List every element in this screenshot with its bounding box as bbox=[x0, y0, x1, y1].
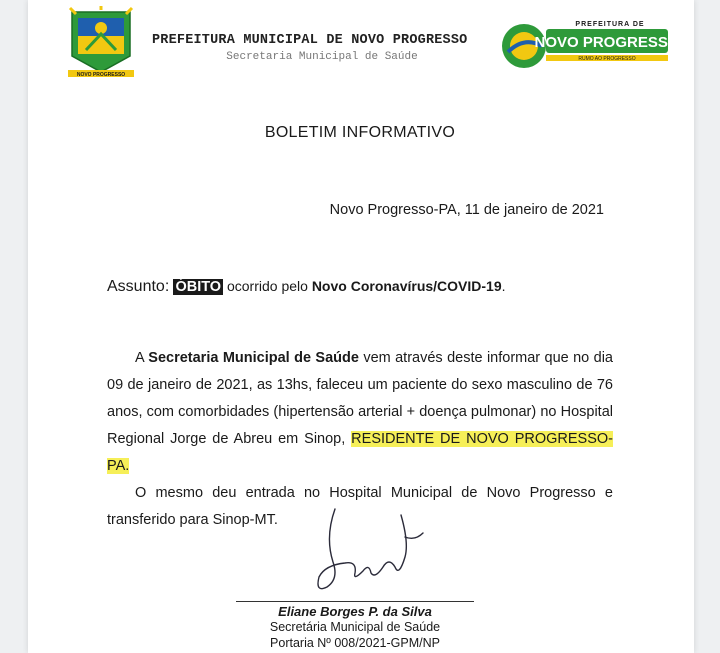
subject-line bbox=[107, 278, 506, 296]
svg-text:NOVO PROGRESSO: NOVO PROGRESSO bbox=[76, 72, 126, 78]
subject-topic: Novo Coronavírus/COVID-19 bbox=[311, 278, 502, 294]
subject-highlight: ÓBITO bbox=[175, 279, 222, 295]
svg-text:RUMO AO PROGRESSO: RUMO AO PROGRESSO bbox=[578, 56, 636, 62]
signer-portaria: Portaria Nº 008/2021-GPM/NP bbox=[270, 636, 440, 650]
p1-bold: Secretaria Municipal de Saúde bbox=[148, 350, 359, 366]
svg-text:NOVO PROGRESSO: NOVO PROGRESSO bbox=[534, 34, 670, 51]
p1-text: vem através deste informar que no dia 09 de janeiro de 2021, as 13hs, faleceu um paciente do sexo masculino de 76 anos, com comorbidades (hipertensão arterial + doença pulmonar) no Hospital Regional Jorge de Abreu em Sinop, bbox=[107, 350, 613, 447]
paragraph-1 bbox=[107, 345, 613, 480]
org-department: Secretaria Municipal de Saúde bbox=[226, 51, 418, 63]
subject-label: Assunto: bbox=[107, 278, 170, 295]
p1-highlight: RESIDENTE DE NOVO PROGRESSO-PA. bbox=[107, 431, 613, 474]
p1-prefix: A bbox=[135, 350, 149, 366]
signer-role: Secretária Municipal de Saúde bbox=[269, 620, 441, 634]
document-date: Novo Progresso-PA, 11 de janeiro de 2021 bbox=[329, 202, 604, 218]
paragraph-2: O mesmo deu entrada no Hospital Municipal de Novo Progresso e transferido para Sinop-MT. bbox=[107, 485, 613, 528]
svg-text:PREFEITURA DE: PREFEITURA DE bbox=[575, 21, 645, 28]
subject-end: . bbox=[501, 278, 506, 294]
org-name: PREFEITURA MUNICIPAL DE NOVO PROGRESSO bbox=[152, 33, 468, 48]
handwritten-signature bbox=[305, 507, 435, 597]
document-title: BOLETIM INFORMATIVO bbox=[264, 124, 456, 141]
subject-mid: ocorrido pelo bbox=[223, 278, 312, 294]
municipal-coat-of-arms-logo bbox=[66, 6, 136, 82]
document-body bbox=[107, 345, 613, 534]
signer-name: Eliane Borges P. da Silva bbox=[278, 604, 432, 619]
prefeitura-novo-progresso-logo bbox=[500, 16, 670, 74]
signature-line bbox=[236, 601, 474, 602]
